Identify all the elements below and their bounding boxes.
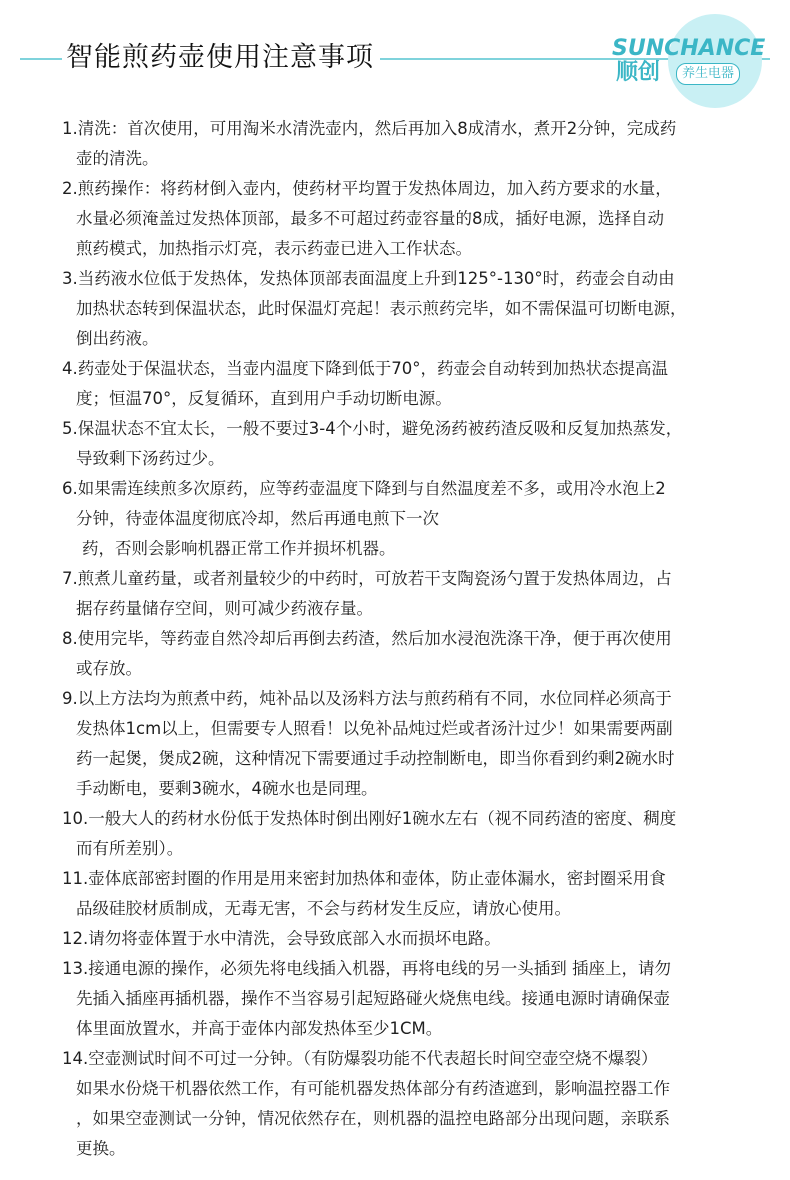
instruction-line: 导致剩下汤药过少。 — [76, 449, 225, 468]
brand-tagline: 养生电器 — [676, 63, 740, 85]
instruction-line: 11.壶体底部密封圈的作用是用来密封加热体和壶体，防止壶体漏水，密封圈采用食 — [62, 869, 666, 888]
instruction-item-10 — [62, 804, 732, 864]
instruction-line: 发热体1cm以上，但需要专人照看！以免补品炖过烂或者汤汁过少！如果需要两副 — [76, 719, 673, 738]
instruction-item-4 — [62, 354, 732, 414]
instruction-line: 4.药壶处于保温状态，当壶内温度下降到低于70°，药壶会自动转到加热状态提高温 — [62, 359, 668, 378]
instruction-line: 或存放。 — [76, 659, 142, 678]
instruction-line: 1.清洗：首次使用，可用淘米水清洗壶内，然后再加入8成清水，煮开2分钟，完成药 — [62, 119, 677, 138]
instruction-line: 体里面放置水，并高于壶体内部发热体至少1CM。 — [76, 1019, 443, 1038]
instruction-line: 2.煎药操作：将药材倒入壶内，使药材平均置于发热体周边，加入药方要求的水量， — [62, 179, 672, 198]
brand-name-cn: 顺创 — [616, 60, 661, 85]
instruction-line: 13.接通电源的操作，必须先将电线插入机器，再将电线的另一头插到 插座上，请勿 — [62, 959, 671, 978]
page-title: 智能煎药壶使用注意事项 — [62, 38, 380, 78]
instruction-line: 5.保温状态不宜太长，一般不要过3-4个小时，避免汤药被药渣反吸和反复加热蒸发， — [62, 419, 683, 438]
instruction-item-7 — [62, 564, 732, 624]
instruction-line: 7.煎煮儿童药量，或者剂量较少的中药时，可放若干支陶瓷汤勺置于发热体周边，占 — [62, 569, 672, 588]
instruction-line: 分钟，待壶体温度彻底冷却，然后再通电煎下一次 — [76, 509, 439, 528]
instruction-item-13 — [62, 954, 732, 1044]
instruction-item-12 — [62, 924, 732, 954]
instruction-item-3 — [62, 264, 732, 354]
instruction-item-14 — [62, 1044, 732, 1164]
instruction-line: 14.空壶测试时间不可过一分钟。（有防爆裂功能不代表超长时间空壶空烧不爆裂） — [62, 1049, 658, 1068]
instruction-line: 品级硅胶材质制成，无毒无害，不会与药材发生反应，请放心使用。 — [76, 899, 571, 918]
instruction-item-1 — [62, 114, 732, 174]
instruction-line: 9.以上方法均为煎煮中药，炖补品以及汤料方法与煎药稍有不同，水位同样必须高于 — [62, 689, 672, 708]
instruction-line: ，如果空壶测试一分钟，情况依然存在，则机器的温控电路部分出现问题，亲联系 — [76, 1109, 670, 1128]
instruction-line: 10.一般大人的药材水份低于发热体时倒出刚好1碗水左右（视不同药渣的密度、稠度 — [62, 809, 677, 828]
brand-logo — [612, 36, 766, 86]
brand-name-en: SUNCHANCE — [612, 36, 766, 61]
instruction-line: 药一起煲，煲成2碗，这种情况下需要通过手动控制断电，即当你看到约剩2碗水时 — [76, 749, 675, 768]
instruction-line: 3.当药液水位低于发热体，发热体顶部表面温度上升到125°-130°时，药壶会自动由 — [62, 269, 675, 288]
instruction-item-8 — [62, 624, 732, 684]
instruction-line: 药，否则会影响机器正常工作并损坏机器。 — [82, 539, 396, 558]
instruction-line: 8.使用完毕，等药壶自然冷却后再倒去药渣，然后加水浸泡洗涤干净，便于再次使用 — [62, 629, 672, 648]
instruction-item-2 — [62, 174, 732, 264]
page-header — [0, 0, 790, 110]
instruction-item-11 — [62, 864, 732, 924]
instruction-line: 水量必须淹盖过发热体顶部，最多不可超过药壶容量的8成，插好电源，选择自动 — [76, 209, 664, 228]
instructions-list — [62, 114, 732, 1164]
instruction-item-6 — [62, 474, 732, 564]
instruction-line: 手动断电，要剩3碗水，4碗水也是同理。 — [76, 779, 378, 798]
instruction-line: 6.如果需连续煎多次原药，应等药壶温度下降到与自然温度差不多，或用冷水泡上2 — [62, 479, 666, 498]
instruction-line: 据存药量储存空间，则可减少药液存量。 — [76, 599, 373, 618]
instruction-line: 先插入插座再插机器，操作不当容易引起短路碰火烧焦电线。接通电源时请确保壶 — [76, 989, 670, 1008]
instruction-line: 壶的清洗。 — [76, 149, 159, 168]
instruction-line: 煎药模式，加热指示灯亮，表示药壶已进入工作状态。 — [76, 239, 472, 258]
instruction-line: 更换。 — [76, 1139, 126, 1158]
instruction-item-5 — [62, 414, 732, 474]
instruction-line: 12.请勿将壶体置于水中清洗，会导致底部入水而损坏电路。 — [62, 929, 501, 948]
instruction-line: 倒出药液。 — [76, 329, 159, 348]
instruction-line: 而有所差别）。 — [76, 839, 184, 858]
instruction-item-9 — [62, 684, 732, 804]
instruction-line: 如果水份烧干机器依然工作，有可能机器发热体部分有药渣遮到，影响温控器工作 — [76, 1079, 670, 1098]
instruction-line: 度；恒温70°，反复循环，直到用户手动切断电源。 — [76, 389, 452, 408]
instruction-line: 加热状态转到保温状态，此时保温灯亮起！表示煎药完毕，如不需保温可切断电源， — [76, 299, 687, 318]
